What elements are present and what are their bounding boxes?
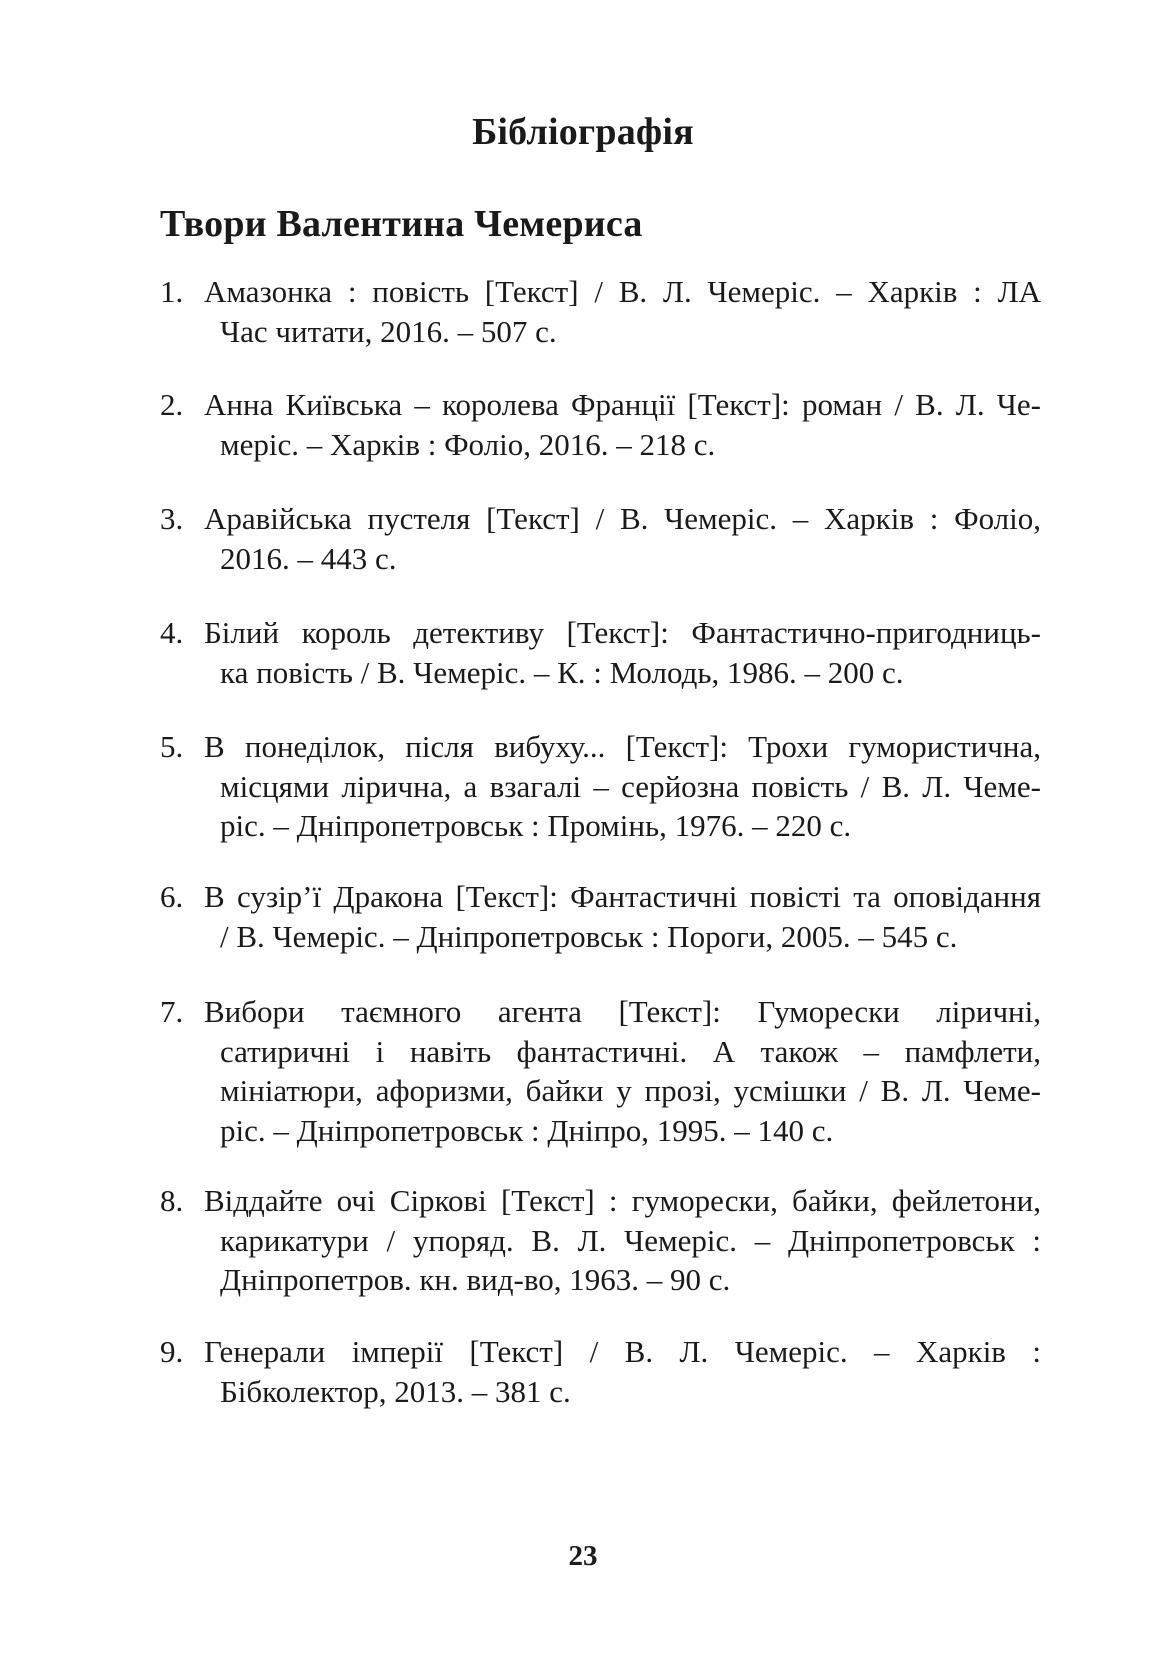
bibliography-entry [160,877,1041,956]
entry-line: сатиричні і навіть фантастичні. А також – памфлети, [220,1033,1041,1069]
entry-number: 9. [160,1334,184,1369]
entry-line: Бібколектор, 2013. – 381 с. [220,1373,571,1409]
entry-line: місцями лірична, а взагалі – серйозна повість / В. Л. Чеме- [220,768,1041,804]
bibliography-entry [160,1332,1041,1411]
bibliography-entry [160,272,1041,351]
entry-line: Вибори таємного агента [Текст]: Гуморески ліричні, [204,994,1041,1029]
entry-line: В сузір’ї Дракона [Текст]: Фантастичні повісті та оповідання [204,879,1041,914]
entry-line: меріс. – Харків : Фоліо, 2016. – 218 с. [220,426,716,462]
entry-line: / В. Чемеріс. – Дніпропетровськ : Пороги, 2005. – 545 с. [220,918,958,954]
entry-line: Час читати, 2016. – 507 с. [220,313,557,349]
page-title: Бібліографія [472,111,694,153]
entry-line: Віддайте очі Сіркові [Текст] : гуморески, байки, фейлетони, [204,1183,1041,1218]
entry-line: мініатюри, афоризми, байки у прозі, усмішки / В. Л. Чеме- [220,1073,1041,1108]
entry-number: 1. [160,274,184,309]
entry-number: 3. [160,501,184,536]
bibliography-entry [160,613,1041,692]
entry-line: Білий король детективу [Текст]: Фантастично-пригодниць- [204,615,1041,650]
entry-number: 2. [160,387,184,422]
entry-line: ріс. – Дніпропетровськ : Промінь, 1976. – 220 с. [220,808,852,843]
bibliography-entry [160,727,1041,846]
entry-line: Генерали імперії [Текст] / В. Л. Чемеріс. – Харків : [204,1334,1041,1369]
entry-number: 8. [160,1183,184,1218]
section-title: Твори Валентина Чемериса [160,203,643,245]
bibliography-entry [160,499,1041,578]
bibliography-entry [160,992,1041,1150]
entry-line: ка повість / В. Чемеріс. – К. : Молодь, 1986. – 200 с. [220,654,904,690]
entry-line: Аравійська пустеля [Текст] / В. Чемеріс. – Харків : Фоліо, [204,501,1041,536]
entry-line: Анна Київська – королева Франції [Текст]: роман / В. Л. Че- [204,387,1041,422]
entry-line: В понеділок, після вибуху... [Текст]: Трохи гумористична, [204,729,1041,764]
page-number: 23 [568,1540,598,1572]
entry-number: 6. [160,879,184,914]
entry-line: карикатури / упоряд. В. Л. Чемеріс. – Дніпропетровськ : [220,1222,1041,1258]
bibliography-entry [160,385,1041,464]
entry-number: 5. [160,729,184,764]
entry-line: 2016. – 443 с. [220,540,397,576]
entry-number: 7. [160,994,184,1029]
entry-line: ріс. – Дніпропетровськ : Дніпро, 1995. – 140 с. [220,1112,834,1148]
entry-line: Амазонка : повість [Текст] / В. Л. Чемеріс. – Харків : ЛА [204,274,1041,309]
entry-line: Дніпропетров. кн. вид-во, 1963. – 90 с. [220,1262,731,1297]
bibliography-entry [160,1181,1041,1300]
entry-number: 4. [160,615,184,650]
